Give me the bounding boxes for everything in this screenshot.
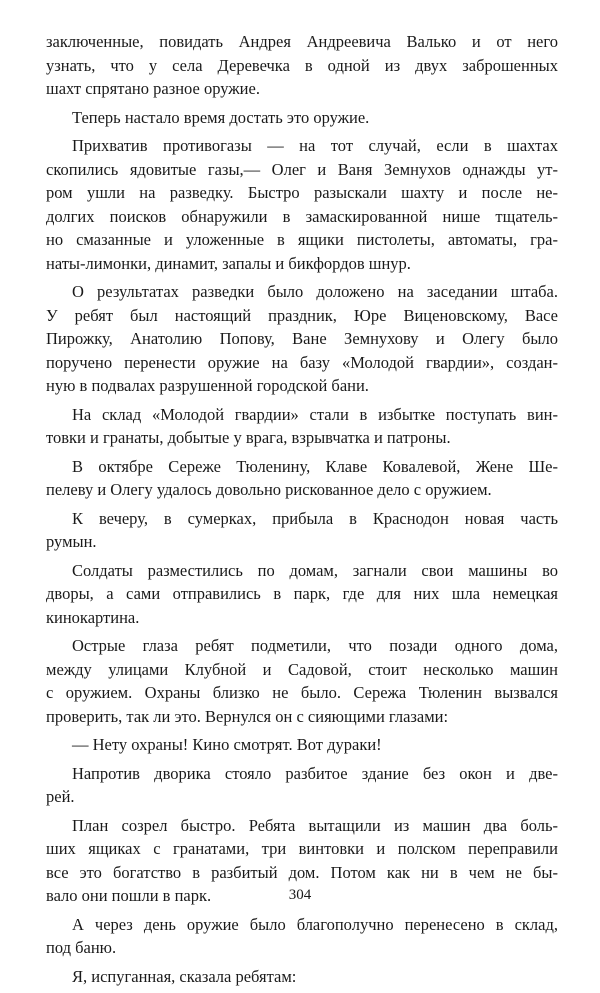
text-line: ших ящиках с гранатами, три винтовки и полском переправили — [46, 839, 558, 858]
text-line: заключенные, повидать Андрея Андреевича Валько и от него — [46, 32, 558, 51]
text-line: между улицами Клубной и Садовой, стоит несколько машин — [46, 659, 558, 679]
text-line: Солдаты разместились по домам, загнали свои машины во — [72, 560, 558, 580]
text-line: румын. — [46, 532, 97, 551]
text-line: под баню. — [46, 938, 117, 957]
text-line: с оружием. Охраны близко не было. Сережа Тюленин вызвался — [46, 683, 558, 702]
text-line: пелеву и Олегу удалось довольно рискованное дело с оружием. — [46, 480, 492, 499]
text-line: долгих поисков обнаружили в замаскированной нише тщатель- — [46, 206, 558, 226]
text-line: товки и гранаты, добытые у врага, взрывчатка и патроны. — [46, 428, 451, 447]
text-line: А через день оружие было благополучно перенесено в склад, — [72, 914, 558, 934]
paragraph — [46, 134, 558, 275]
paragraph — [46, 733, 558, 757]
paragraph — [46, 455, 558, 502]
text-line: но смазанные и уложенные в ящики пистолеты, автоматы, гра- — [46, 230, 558, 249]
text-line: О результатах разведки было доложено на заседании штаба. — [72, 282, 558, 301]
text-line: все это богатство в разбитый дом. Потом как ни в чем не бы- — [46, 862, 558, 882]
paragraph — [46, 280, 558, 398]
paragraph — [46, 965, 558, 989]
text-line: У ребят был настоящий праздник, Юре Виценовскому, Васе — [46, 305, 558, 325]
text-line: проверить, так ли это. Вернулся он с сияющими глазами: — [46, 706, 449, 726]
paragraph — [46, 634, 558, 728]
text-line: Пирожку, Анатолию Попову, Ване Земнухову и Олегу было — [46, 329, 558, 348]
text-line: Напротив дворика стояло разбитое здание без окон и две- — [72, 763, 558, 783]
text-line: Теперь настало время достать это оружие. — [72, 107, 370, 127]
paragraph — [46, 106, 558, 130]
paragraph — [46, 30, 558, 101]
page-body — [46, 30, 558, 993]
text-line: наты-лимонки, динамит, запалы и бикфордов шнур. — [46, 253, 411, 273]
paragraph — [46, 403, 558, 450]
paragraph — [46, 913, 558, 960]
text-line: Прихватив противогазы — на тот случай, если в шахтах — [72, 136, 558, 155]
text-line: узнать, что у села Деревечка в одной из двух заброшенных — [46, 55, 558, 75]
text-line: шахт спрятано разное оружие. — [46, 79, 260, 98]
paragraph — [46, 507, 558, 554]
text-line: В октябре Сереже Тюленину, Клаве Ковалевой, Жене Ше- — [72, 456, 558, 476]
text-line: На склад «Молодой гвардии» стали в избытке поступать вин- — [72, 404, 558, 424]
text-line: поручено перенести оружие на базу «Молодой гвардии», создан- — [46, 352, 558, 372]
paragraph — [46, 559, 558, 630]
text-line: кинокартина. — [46, 607, 140, 627]
text-line: План созрел быстро. Ребята вытащили из машин два боль- — [72, 815, 558, 835]
page-number: 304 — [288, 887, 312, 903]
text-line: дворы, а сами отправились в парк, где для них шла немецкая — [46, 584, 558, 603]
text-line: Острые глаза ребят подметили, что позади одного дома, — [72, 636, 558, 655]
text-line: скопились ядовитые газы,— Олег и Ваня Земнухов однажды ут- — [46, 159, 558, 179]
text-line: — Нету охраны! Кино смотрят. Вот дураки! — [72, 735, 382, 754]
text-line: Я, испуганная, сказала ребятам: — [72, 966, 297, 986]
text-line: вало они пошли в парк. — [46, 886, 212, 905]
text-line: рей. — [46, 787, 75, 806]
paragraph — [46, 762, 558, 809]
text-line: ную в подвалах разрушенной городской бани. — [46, 376, 369, 395]
text-line: ром ушли на разведку. Быстро разыскали шахту и после не- — [46, 183, 558, 202]
text-line: К вечеру, в сумерках, прибыла в Краснодон новая часть — [72, 508, 558, 528]
